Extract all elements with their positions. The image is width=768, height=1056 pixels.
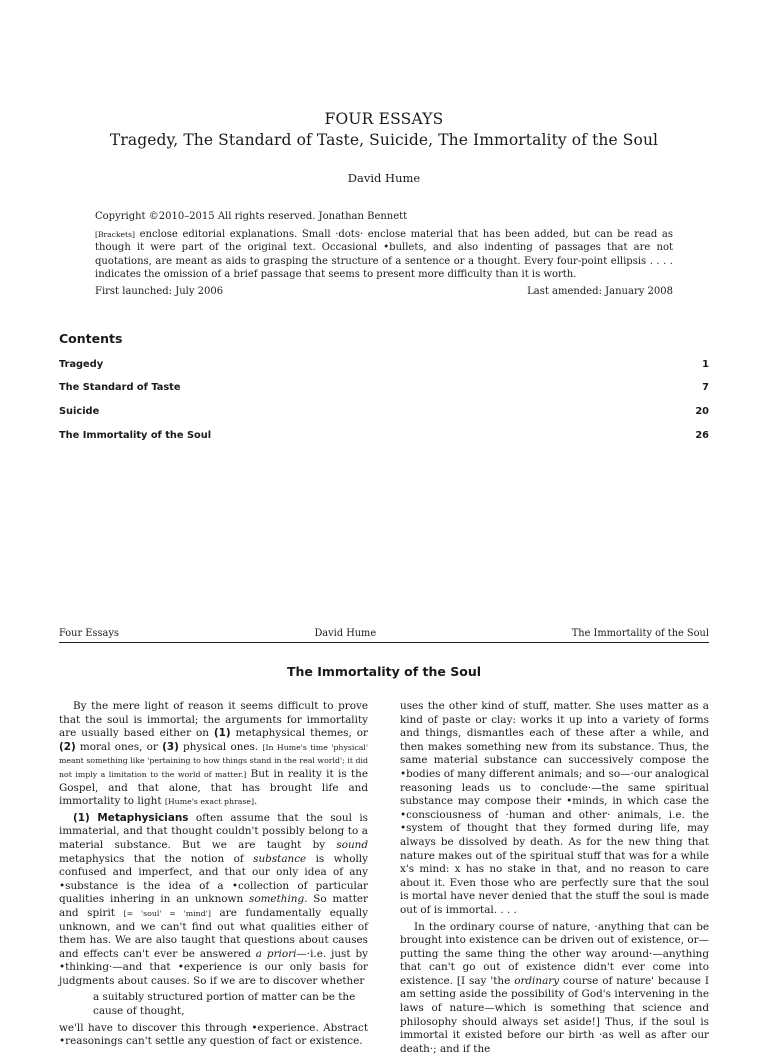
document-subtitle: Tragedy, The Standard of Taste, Suicide, The Immortality of the Soul bbox=[0, 131, 768, 149]
author-name: David Hume bbox=[0, 171, 768, 185]
brackets-label: [Brackets] bbox=[95, 230, 135, 239]
toc-item-page: 7 bbox=[702, 382, 709, 393]
contents-heading: Contents bbox=[59, 331, 122, 346]
section-title: The Immortality of the Soul bbox=[0, 664, 768, 679]
toc-item-label[interactable]: Suicide bbox=[59, 406, 99, 417]
toc-item-page: 1 bbox=[702, 359, 709, 370]
paragraph: (1) Metaphysicians often assume that the soul is immaterial, and that thought couldn't possibly belong to a material substance. But we are taught by sound metaphysics that the notion of substance is wholly confused and imperfect, and that our only idea of any •substance is the idea of a •collection of particular qualities inhering in an unknown something. So matter and spirit [= 'soul' = 'mind'] are fundamentally equally unknown, and we can't find out what qualities either of them has. We are also taught that questions about causes and effects can't ever be answered a priori—·i.e. just by •thinking·—and that •experience is our only basis for judgments about causes. So if we are to discover whether bbox=[59, 812, 368, 989]
toc-item-tragedy[interactable] bbox=[59, 359, 709, 370]
toc-item-page: 26 bbox=[695, 430, 709, 441]
toc-item-suicide[interactable] bbox=[59, 406, 709, 417]
running-head-left: Four Essays bbox=[59, 628, 119, 639]
paragraph: By the mere light of reason it seems difficult to prove that the soul is immortal; the arguments for immortality are usually based either on (1) metaphysical themes, or (2) moral ones, or (3) physical ones. [In Hume's time 'physical' meant something like 'pertaining to how things stand in the real world'; it did not imply a limitation to the world of matter.] But in reality it is the Gospel, and that alone, that has brought life and immortality to light [Hume's exact phrase]. bbox=[59, 700, 368, 809]
running-head-center: David Hume bbox=[314, 628, 376, 639]
paragraph: uses the other kind of stuff, matter. She uses matter as a kind of paste or clay: works it up into a variety of forms and things, dismantles each of these after a while, and then makes something new from its substance. Thus, the same material substance can successively compose the •bodies of many different animals; and so—·our analogical reasoning leads us to conclude·—the same spiritual substance may compose their •minds, in which case the •consciousness of ·human and other· animals, i.e. the •system of thought that they formed during life, may always be dissolved by death. As for the new thing that nature makes out of the spiritual stuff that was for a while x's mind: x has no stake in that, and no reason to care about it. Even those who are perfectly sure that the soul is mortal have never denied that the stuff the soul is made out of is immortal. . . . bbox=[400, 700, 709, 918]
right-column bbox=[400, 700, 709, 1056]
dates-row bbox=[95, 285, 673, 298]
marker-1: (1) bbox=[214, 727, 231, 739]
editorial-note: [= 'soul' = 'mind'] bbox=[124, 909, 211, 918]
marker-2: (2) bbox=[59, 741, 76, 753]
running-head-rule bbox=[59, 642, 709, 643]
document-title: FOUR ESSAYS bbox=[0, 110, 768, 128]
toc-item-standard-of-taste[interactable] bbox=[59, 382, 709, 393]
running-head-right: The Immortality of the Soul bbox=[572, 628, 709, 639]
first-launched: First launched: July 2006 bbox=[95, 285, 223, 298]
paragraph: In the ordinary course of nature, ·anything that can be brought into existence can be driven out of existence, or—putting the same thing the other way around·—anything that can't go out of existence didn't ever come into existence. [I say 'the ordinary course of nature' because I am setting aside the possibility of God's intervening in the laws of nature—which is something that science and philosophy should always set aside!] Thus, if the soul is immortal it existed before our birth ·as well as after our death·; and if the bbox=[400, 921, 709, 1056]
editorial-note: [Hume's exact phrase] bbox=[165, 797, 254, 806]
toc-item-immortality-of-soul[interactable] bbox=[59, 430, 709, 441]
indented-passage: a suitably structured portion of matter can be the cause of thought, bbox=[93, 991, 368, 1018]
marker-3: (3) bbox=[162, 741, 179, 753]
copyright-line: Copyright ©2010–2015 All rights reserved. Jonathan Bennett bbox=[95, 210, 673, 223]
paragraph-heading: (1) Metaphysicians bbox=[73, 812, 188, 824]
paragraph: we'll have to discover this through •experience. Abstract •reasonings can't settle any question of fact or existence. bbox=[59, 1022, 368, 1049]
toc-item-label[interactable]: Tragedy bbox=[59, 359, 103, 370]
toc-item-page: 20 bbox=[695, 406, 709, 417]
toc-item-label[interactable]: The Standard of Taste bbox=[59, 382, 181, 393]
editorial-notes-text: enclose editorial explanations. Small ·dots· enclose material that has been added, but can be read as though it were part of the original text. Occasional •bullets, and also indenting of passages that are not quotations, are meant as aids to grasping the structure of a sentence or a thought. Every four-point ellipsis . . . . indicates the omission of a brief passage that seems to present more difficulty than it is worth. bbox=[95, 229, 673, 280]
last-amended: Last amended: January 2008 bbox=[527, 285, 673, 298]
toc-item-label[interactable]: The Immortality of the Soul bbox=[59, 430, 211, 441]
editorial-note: [In Hume's time 'physical' meant something like 'pertaining to how things stand in the real world'; it did not imply a limitation to the world of matter.] bbox=[59, 743, 368, 779]
running-head bbox=[59, 628, 709, 639]
left-column bbox=[59, 700, 368, 1049]
editorial-notes bbox=[95, 228, 673, 282]
